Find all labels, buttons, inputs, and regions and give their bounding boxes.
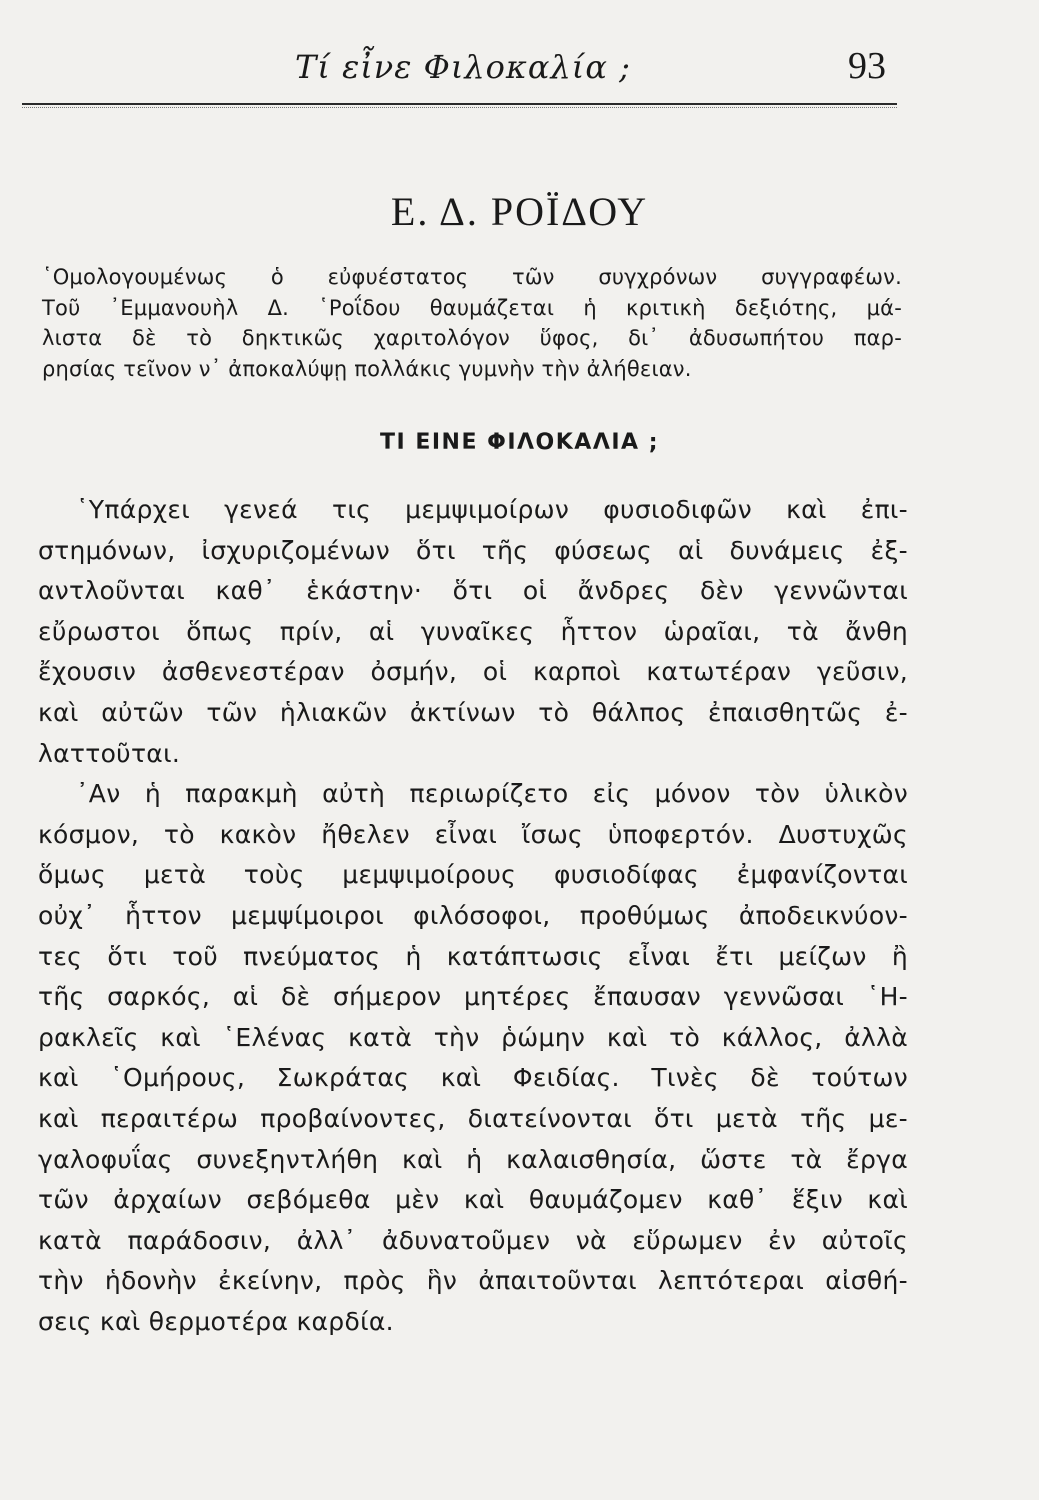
essay-body: [38, 490, 908, 1342]
paragraph-2-line: τῆς σαρκός, αἱ δὲ σήμερον μητέρες ἔπαυσαν γεννῶσαι ῾Η-: [38, 982, 908, 1012]
intro-line: ῾Ομολογουμένως ὁ εὐφυέστατος τῶν συγχρόνων συγγραφέων.: [42, 265, 902, 289]
header-rule-dotted: [22, 107, 897, 108]
running-head: [0, 40, 1039, 100]
running-title: Τί εἶνε Φιλοκαλία ;: [295, 48, 631, 86]
paragraph-1-line: ῾Υπάρχει γενεά τις μεμψιμοίρων φυσιοδιφῶν καὶ ἐπι-: [76, 495, 908, 524]
paragraph-2-line: καὶ ῾Ομήρους, Σωκράτας καὶ Φειδίας. Τινὲς δὲ τούτων: [38, 1063, 908, 1093]
author-heading: Ε. Δ. ΡΟΪΔΟΥ: [390, 189, 649, 234]
paragraph-1-line: λαττοῦται.: [38, 738, 181, 768]
paragraph-2-line: γαλοφυΐας συνεξηντλήθη καὶ ἡ καλαισθησία, ὥστε τὰ ἔργα: [38, 1144, 908, 1174]
paragraph-2-line: κόσμον, τὸ κακὸν ἤθελεν εἶναι ἴσως ὑποφερτόν. Δυστυχῶς: [38, 819, 908, 849]
author-intro: [42, 262, 902, 384]
paragraph-2-line: τῶν ἀρχαίων σεβόμεθα μὲν καὶ θαυμάζομεν καθ᾿ ἕξιν καὶ: [38, 1185, 908, 1215]
page-number: 93: [848, 45, 886, 87]
paragraph-2-line: ᾿Αν ἡ παρακμὴ αὐτὴ περιωρίζετο εἰς μόνον τὸν ὑλικὸν: [76, 779, 908, 809]
paragraph-2-line: καὶ περαιτέρω προβαίνοντες, διατείνονται ὅτι μετὰ τῆς με-: [38, 1103, 908, 1133]
paragraph-2-line: κατὰ παράδοσιν, ἀλλ᾿ ἀδυνατοῦμεν νὰ εὕρωμεν ἐν αὐτοῖς: [38, 1225, 908, 1255]
essay-title: ΤΙ ΕΙΝΕ ΦΙΛΟΚΑΛΙΑ ;: [379, 430, 660, 455]
paragraph-1-line: εὔρωστοι ὅπως πρίν, αἱ γυναῖκες ἧττον ὡραῖαι, τὰ ἄνθη: [38, 616, 908, 646]
paragraph-1-line: στημόνων, ἰσχυριζομένων ὅτι τῆς φύσεως αἱ δυνάμεις ἐξ-: [38, 535, 908, 565]
header-rule: [22, 103, 897, 105]
paragraph-2-line: ρακλεῖς καὶ ῾Ελένας κατὰ τὴν ῥώμην καὶ τὸ κάλλος, ἀλλὰ: [38, 1022, 908, 1052]
paragraph-2-line: τὴν ἡδονὴν ἐκείνην, πρὸς ἣν ἀπαιτοῦνται λεπτότεραι αἰσθή-: [38, 1266, 908, 1296]
paragraph-1-line: αντλοῦνται καθ᾿ ἑκάστην· ὅτι οἱ ἄνδρες δὲν γεννῶνται: [38, 576, 908, 606]
intro-line: Τοῦ ᾿Εμμανουὴλ Δ. ῾Ροΐδου θαυμάζεται ἡ κριτικὴ δεξιότης, μά-: [42, 295, 902, 320]
paragraph-1-line: ἔχουσιν ἀσθενεστέραν ὀσμήν, οἱ καρποὶ κατωτέραν γεῦσιν,: [38, 657, 908, 687]
paragraph-2-line: τες ὅτι τοῦ πνεύματος ἡ κατάπτωσις εἶναι ἔτι μείζων ἢ: [38, 941, 908, 971]
intro-line: λιστα δὲ τὸ δηκτικῶς χαριτολόγον ὕφος, δι᾿ ἀδυσωπήτου παρ-: [42, 326, 902, 350]
paragraph-2-line: ὅμως μετὰ τοὺς μεμψιμοίρους φυσιοδίφας ἐμφανίζονται: [38, 860, 908, 890]
paragraph-2-line: οὐχ᾿ ἧττον μεμψίμοιροι φιλόσοφοι, προθύμως ἀποδεικνύον-: [38, 900, 908, 930]
intro-line: ρησίας τεῖνον ν᾿ ἀποκαλύψῃ πολλάκις γυμνὴν τὴν ἀλήθειαν.: [42, 356, 692, 381]
paragraph-1-line: καὶ αὐτῶν τῶν ἡλιακῶν ἀκτίνων τὸ θάλπος ἐπαισθητῶς ἐ-: [38, 697, 908, 727]
paragraph-2-line: σεις καὶ θερμοτέρα καρδία.: [38, 1306, 394, 1336]
